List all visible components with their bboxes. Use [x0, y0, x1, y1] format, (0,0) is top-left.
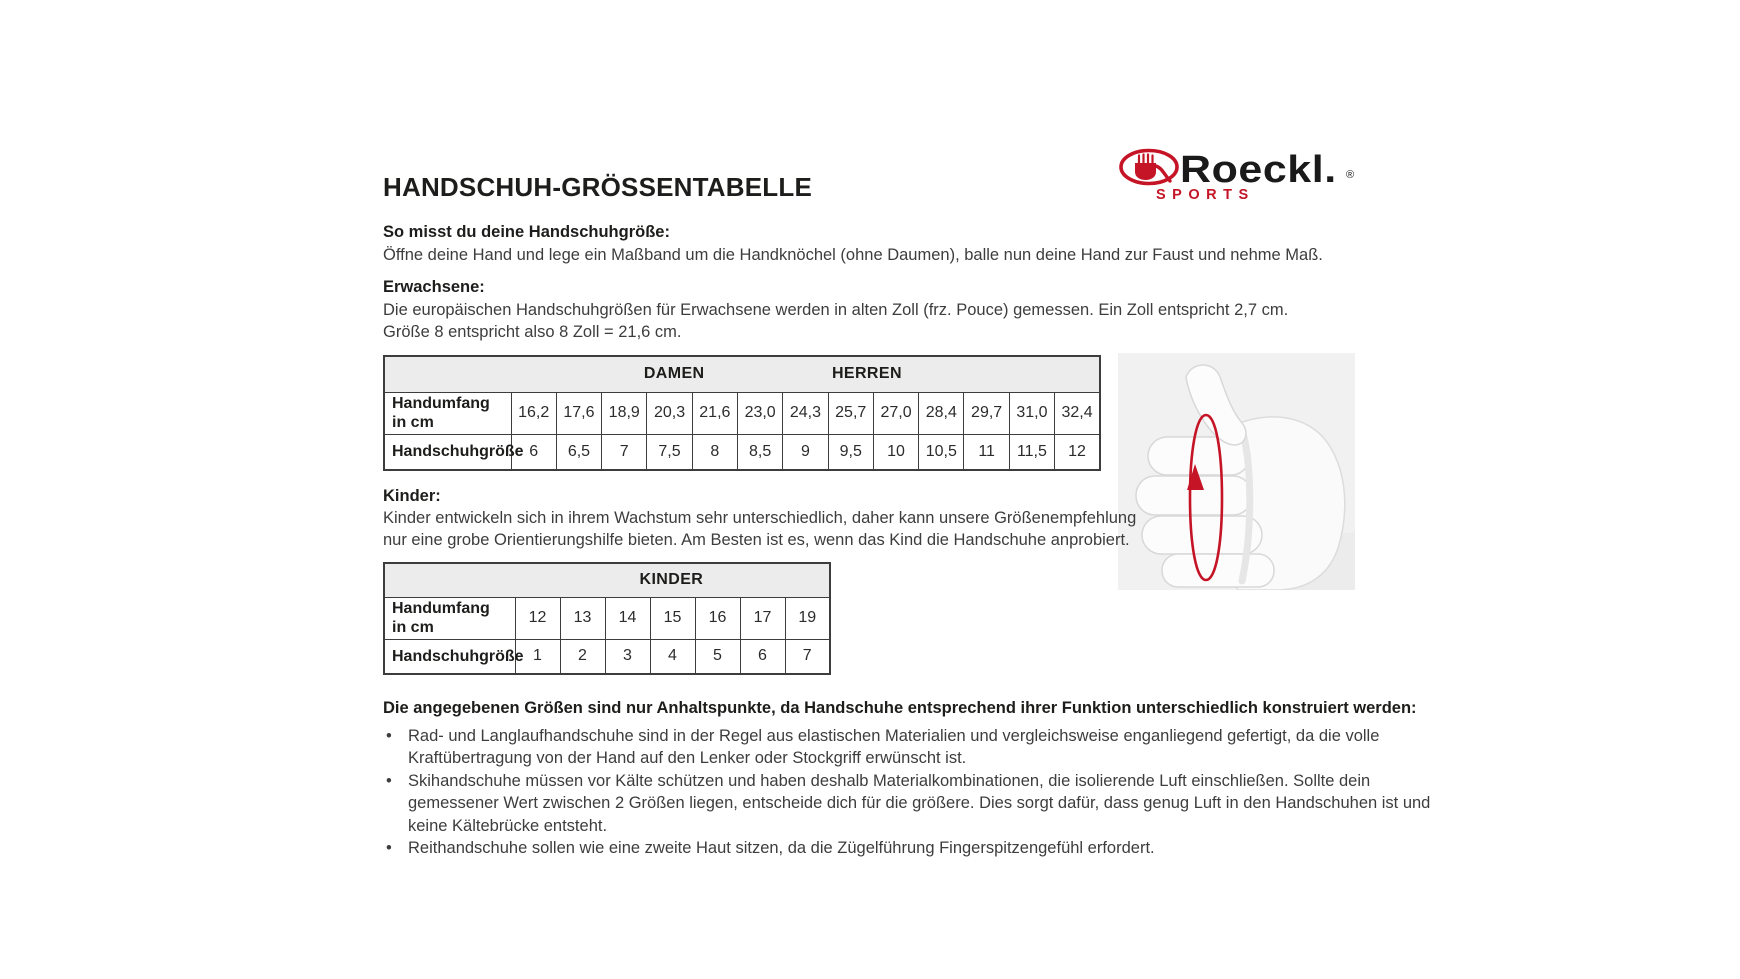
table-cell: 13: [560, 597, 605, 639]
circumference-row-label: Handumfang in cm: [384, 392, 511, 434]
table-cell: 18,9: [602, 392, 647, 434]
table-cell: 17,6: [556, 392, 601, 434]
group-header-kinder: KINDER: [639, 571, 704, 589]
table-cell: 15: [650, 597, 695, 639]
table-cell: 9: [783, 434, 828, 470]
table-cell: 16,2: [511, 392, 556, 434]
notes-heading: Die angegebenen Größen sind nur Anhaltspunkte, da Handschuhe entsprechend ihrer Funktion unterschiedlich konstruiert werden:: [383, 699, 1417, 717]
table-cell: 29,7: [964, 392, 1009, 434]
table-cell: 6: [740, 639, 785, 674]
table-row: [384, 434, 1100, 470]
adults-text-line1: Die europäischen Handschuhgrößen für Erwachsene werden in alten Zoll (frz. Pouce) gemessen. Ein Zoll entspricht 2,7 cm.: [383, 301, 1289, 319]
table-cell: 23,0: [737, 392, 782, 434]
list-item: • Reithandschuhe sollen wie eine zweite Haut sitzen, da die Zügelführung Fingerspitzengefühl erfordert.: [383, 837, 1458, 859]
table-cell: 8,5: [737, 434, 782, 470]
brand-sub-wordmark: SPORTS: [1156, 187, 1255, 203]
table-cell: 12: [1055, 434, 1100, 470]
size-row-label: Handschuhgröße: [384, 639, 515, 674]
table-row: [384, 392, 1100, 434]
notes-list: [383, 725, 1458, 859]
table-cell: 32,4: [1055, 392, 1100, 434]
table-cell: 21,6: [692, 392, 737, 434]
list-item: • Skihandschuhe müssen vor Kälte schützen und haben deshalb Materialkombinationen, die isolierende Luft einschließen. Sollte dein gemessener Wert zwischen 2 Größen liegen, entscheide dich für die größere. Dies sorgt dafür, dass genug Luft in den Handschuhen ist und keine Kältebrücke entsteht.: [383, 770, 1458, 837]
group-header-herren: HERREN: [831, 365, 902, 383]
table-cell: 1: [515, 639, 560, 674]
table-cell: 10,5: [919, 434, 964, 470]
table-cell: 16: [695, 597, 740, 639]
table-row: [384, 356, 1100, 392]
table-cell: 24,3: [783, 392, 828, 434]
table-row: [384, 639, 830, 674]
table-cell: 7,5: [647, 434, 692, 470]
table-cell: 25,7: [828, 392, 873, 434]
table-cell: 19: [785, 597, 830, 639]
group-header-damen: DAMEN: [643, 365, 705, 383]
table-cell: 10: [873, 434, 918, 470]
glove-emblem-icon: [1118, 148, 1184, 188]
table-cell: 20,3: [647, 392, 692, 434]
table-cell: 17: [740, 597, 785, 639]
measure-heading: So misst du deine Handschuhgröße:: [383, 223, 670, 241]
adults-text-line2: Größe 8 entspricht also 8 Zoll = 21,6 cm.: [383, 323, 682, 341]
table-cell: 7: [785, 639, 830, 674]
circumference-row-label: Handumfang in cm: [384, 597, 515, 639]
page-title: HANDSCHUH-GRÖSSENTABELLE: [383, 172, 812, 202]
table-cell: 11,5: [1009, 434, 1054, 470]
table-cell: 8: [692, 434, 737, 470]
hand-illustration-image: [1118, 353, 1355, 590]
table-cell: 11: [964, 434, 1009, 470]
kids-size-table: [383, 562, 831, 675]
brand-logo: [1118, 143, 1368, 218]
hand-measure-illustration: [1118, 353, 1355, 590]
kids-text-line1: Kinder entwickeln sich in ihrem Wachstum sehr unterschiedlich, daher kann unsere Größenempfehlung: [383, 509, 1137, 527]
list-item: • Rad- und Langlaufhandschuhe sind in der Regel aus elastischen Materialien und vergleichsweise enganliegend gefertigt, da die volle Kraftübertragung von der Hand auf den Lenker oder Stockgriff erwünscht ist.: [383, 725, 1458, 770]
kids-heading: Kinder:: [383, 487, 441, 505]
adults-heading: Erwachsene:: [383, 278, 485, 296]
table-cell: 4: [650, 639, 695, 674]
table-row: [384, 597, 830, 639]
table-cell: 6,5: [556, 434, 601, 470]
table-cell: 7: [602, 434, 647, 470]
size-row-label: Handschuhgröße: [384, 434, 511, 470]
adult-size-table: [383, 355, 1101, 471]
table-cell: 9,5: [828, 434, 873, 470]
table-cell: 14: [605, 597, 650, 639]
table-cell: 28,4: [919, 392, 964, 434]
table-cell: 27,0: [873, 392, 918, 434]
table-cell: 3: [605, 639, 650, 674]
table-cell: 5: [695, 639, 740, 674]
table-cell: 6: [511, 434, 556, 470]
table-cell: 31,0: [1009, 392, 1054, 434]
measure-text: Öffne deine Hand und lege ein Maßband um die Handknöchel (ohne Daumen), balle nun deine Hand zur Faust und nehme Maß.: [383, 246, 1323, 264]
kids-text-line2: nur eine grobe Orientierungshilfe bieten. Am Besten ist es, wenn das Kind die Handschuhe anprobiert.: [383, 531, 1130, 549]
table-cell: 12: [515, 597, 560, 639]
brand-wordmark: Roeckl.: [1180, 149, 1337, 191]
table-row: [384, 563, 830, 597]
registered-trademark-icon: ®: [1346, 169, 1355, 181]
table-cell: 2: [560, 639, 605, 674]
